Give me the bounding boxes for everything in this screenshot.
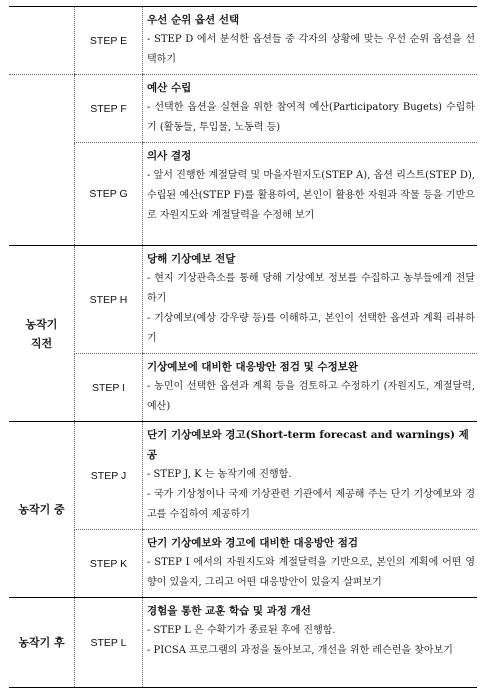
table-row xyxy=(9,354,477,422)
step-description xyxy=(143,530,478,598)
picsa-steps-table xyxy=(9,6,477,688)
step-detail: - STEP D 에서 분석한 옵션들 중 각자의 상황에 맞는 우선 순위 옵션을 선택하기 xyxy=(147,34,475,65)
phase-cell-empty xyxy=(9,75,75,143)
table-row xyxy=(9,422,477,530)
step-code: STEP G xyxy=(75,143,143,246)
table-row xyxy=(9,143,477,246)
step-detail: - 앞서 진행한 계절달력 및 마을자원지도(STEP A), 옵션 리스트(STEP D), 수립된 예산(STEP F)를 활용하여, 본인이 활용한 자원과 작물 등을 기반으로 자원지도와 계절달력을 수정해 보기 xyxy=(147,170,475,221)
step-code: STEP J xyxy=(75,422,143,530)
step-code: STEP I xyxy=(75,354,143,422)
phase-label-in-season: 농작기 중 xyxy=(9,422,75,598)
step-code: STEP L xyxy=(75,598,143,688)
step-title: 단기 기상예보와 경고(Short-term forecast and warnings) 제공 xyxy=(147,429,469,461)
step-detail: - 선택한 옵션을 실현을 위한 참여적 예산(Participatory Bugets) 수립하기 (활동들, 투입물, 노동력 등) xyxy=(147,102,475,133)
step-detail: - 농민이 선택한 옵션과 계획 등을 검토하고 수정하기 (자원지도, 계절달력, 예산) xyxy=(147,381,475,412)
step-detail: - 현지 기상관측소를 통해 당해 기상예보 정보를 수집하고 농부들에게 전달하기 xyxy=(147,273,475,304)
phase-cell-empty xyxy=(9,143,75,246)
phase-label: 농작기 직전 xyxy=(25,317,58,350)
step-title: 기상예보에 대비한 대응방안 점검 및 수정보완 xyxy=(147,361,358,373)
step-detail: - PICSA 프로그램의 과정을 돌아보고, 개선을 위한 레슨런을 찾아보기 xyxy=(147,645,453,656)
step-code: STEP H xyxy=(75,246,143,354)
phase-label-pre-season xyxy=(9,246,75,422)
table-row xyxy=(9,75,477,143)
step-title: 단기 기상예보와 경고에 대비한 대응방안 점검 xyxy=(147,537,358,549)
table-row xyxy=(9,598,477,688)
step-description xyxy=(143,246,478,354)
step-detail: - STEP L 은 수확기가 종료된 후에 진행함. xyxy=(147,625,336,636)
table-row xyxy=(9,530,477,598)
step-title: 예산 수립 xyxy=(147,82,192,94)
step-code: STEP E xyxy=(75,7,143,75)
step-description xyxy=(143,143,478,246)
step-detail: - 기상예보(예상 강우량 등)를 이해하고, 본인이 선택한 옵션과 계획 리뷰하기 xyxy=(147,313,475,344)
step-description xyxy=(143,354,478,422)
step-description xyxy=(143,7,478,75)
step-detail: - STEP I 에서의 자원지도와 계절달력을 기반으로, 본인의 계획에 어떤 영향이 있을지, 그리고 어떤 대응방안이 있을지 살펴보기 xyxy=(147,557,475,588)
step-title: 의사 결정 xyxy=(147,150,192,162)
step-title: 경험을 통한 교훈 학습 및 과정 개선 xyxy=(147,605,311,617)
table-row xyxy=(9,246,477,354)
phase-label-post-season: 농작기 후 xyxy=(9,598,75,688)
step-code: STEP F xyxy=(75,75,143,143)
step-detail: - STEP J, K 는 농작기에 진행함. xyxy=(147,469,292,480)
table-row xyxy=(9,7,477,75)
phase-cell-empty xyxy=(9,7,75,75)
step-detail: - 국가 기상청이나 국제 기상관련 기관에서 제공해 주는 단기 기상예보와 경고를 수집하여 제공하기 xyxy=(147,489,475,520)
step-title: 우선 순위 옵션 선택 xyxy=(147,14,240,26)
step-description xyxy=(143,422,478,530)
step-title: 당해 기상예보 전달 xyxy=(147,253,236,265)
step-description xyxy=(143,75,478,143)
step-code: STEP K xyxy=(75,530,143,598)
step-description xyxy=(143,598,478,688)
